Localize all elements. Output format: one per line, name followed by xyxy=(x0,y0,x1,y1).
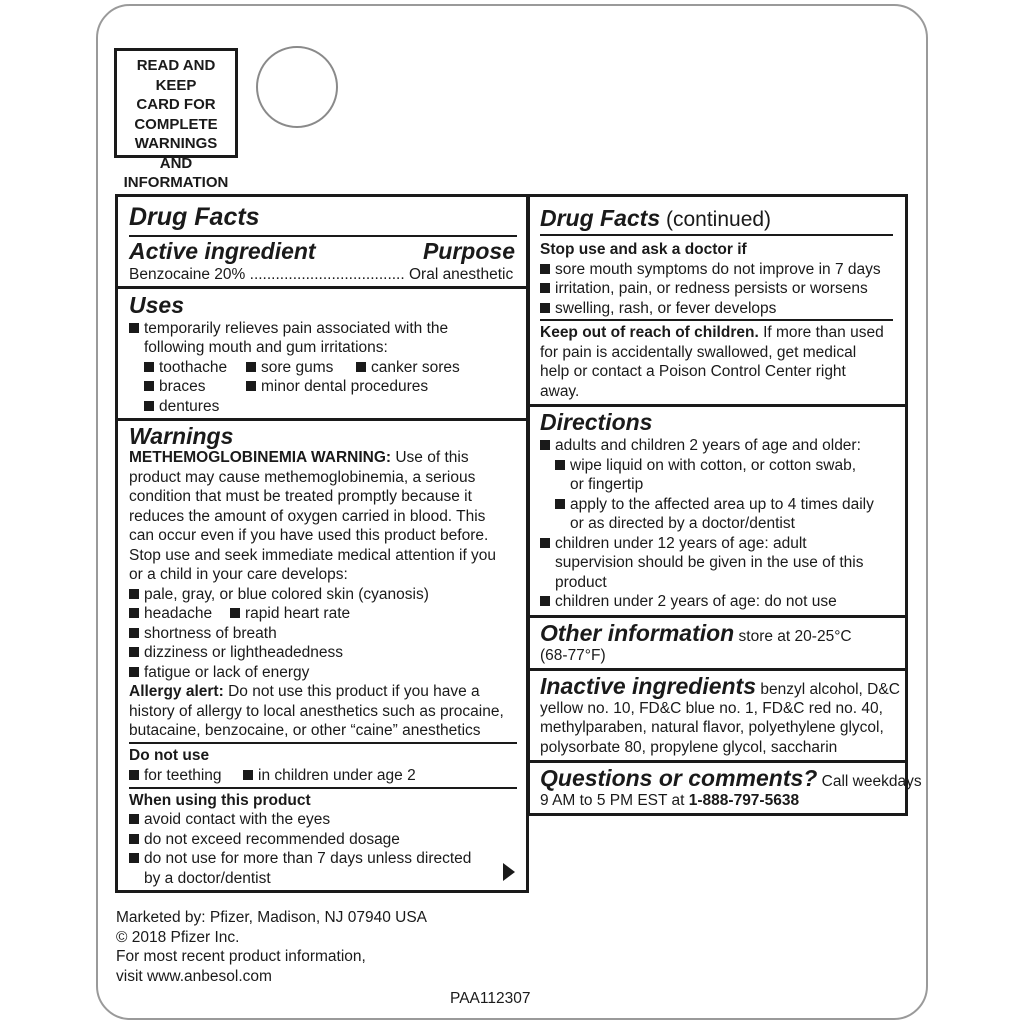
warning-text: Use of this xyxy=(395,449,469,466)
keep-out-text: If more than used xyxy=(763,324,884,341)
warning-text: condition that must be treated promptly because it xyxy=(129,488,472,505)
do-not-use-heading: Do not use xyxy=(129,747,210,764)
bullet-icon xyxy=(540,283,550,293)
section-divider xyxy=(530,615,905,618)
drug-facts-continued-title: Drug Facts xyxy=(540,205,661,231)
allergy-text: butacaine, benzocaine, or other “caine” anesthetics xyxy=(129,722,481,739)
symptom-item: fatigue or lack of energy xyxy=(144,664,310,681)
drug-facts-title: Drug Facts xyxy=(129,203,260,231)
read-keep-line: READ AND KEEP xyxy=(136,57,216,94)
directions-text: or as directed by a doctor/dentist xyxy=(570,515,795,532)
bullet-icon xyxy=(243,770,253,780)
section-divider xyxy=(118,418,526,421)
use-item: dentures xyxy=(159,398,220,415)
directions-text: children under 12 years of age: adult xyxy=(555,535,807,552)
bullet-icon xyxy=(144,381,154,391)
phone-number[interactable]: 1-888-797-5638 xyxy=(688,792,800,809)
product-info-note: For most recent product information, xyxy=(116,948,366,965)
bullet-icon xyxy=(129,770,139,780)
symptom-item: shortness of breath xyxy=(144,625,277,642)
bullet-icon xyxy=(129,667,139,677)
bullet-icon xyxy=(144,401,154,411)
bullet-icon xyxy=(540,596,550,606)
directions-text: supervision should be given in the use of this xyxy=(555,554,864,571)
uses-heading: Uses xyxy=(129,292,184,318)
read-keep-line: WARNINGS AND xyxy=(134,135,218,172)
bullet-icon xyxy=(540,538,550,548)
use-item: canker sores xyxy=(371,359,460,376)
allergy-alert-label: Allergy alert: xyxy=(129,683,224,700)
active-ingredient-line: Benzocaine 20% .................................... Oral anesthetic xyxy=(129,266,514,283)
inactive-ingredients-text: polysorbate 80, propylene glycol, saccharin xyxy=(540,739,838,756)
symptom-item: rapid heart rate xyxy=(245,605,351,622)
directions-heading: Directions xyxy=(540,409,653,435)
bullet-icon xyxy=(129,323,139,333)
use-item: sore gums xyxy=(261,359,334,376)
marketed-by: Marketed by: Pfizer, Madison, NJ 07940 USA xyxy=(116,909,428,926)
stop-use-item: irritation, pain, or redness persists or worsens xyxy=(555,280,868,297)
questions-heading: Questions or comments? xyxy=(540,765,818,791)
keep-out-text: away. xyxy=(540,383,580,400)
keep-out-label: Keep out of reach of children. xyxy=(540,324,759,341)
use-item: toothache xyxy=(159,359,228,376)
directions-text: or fingertip xyxy=(570,476,644,493)
purpose-heading: Purpose xyxy=(422,238,515,264)
other-information-text: store at 20-25°C xyxy=(738,628,852,645)
allergy-text: Do not use this product if you have a xyxy=(228,683,480,700)
stop-use-item: sore mouth symptoms do not improve in 7 days xyxy=(555,261,881,278)
directions-text: product xyxy=(555,574,607,591)
drug-facts-left-panel xyxy=(115,194,529,893)
bullet-icon xyxy=(129,834,139,844)
allergy-text: history of allergy to local anesthetics such as procaine, xyxy=(129,703,504,720)
when-using-item: do not use for more than 7 days unless directed xyxy=(144,850,472,867)
bullet-icon xyxy=(230,608,240,618)
symptom-item: headache xyxy=(144,605,213,622)
bullet-icon xyxy=(129,589,139,599)
do-not-use-item: for teething xyxy=(144,767,222,784)
warning-text: product may cause methemoglobinemia, a serious xyxy=(129,469,476,486)
stop-use-item: swelling, rash, or fever develops xyxy=(555,300,777,317)
subsection-rule xyxy=(540,319,893,321)
section-divider xyxy=(530,404,905,407)
bullet-icon xyxy=(540,264,550,274)
keep-out-text: for pain is accidentally swallowed, get medical xyxy=(540,344,857,361)
read-keep-box xyxy=(114,48,238,191)
bullet-icon xyxy=(144,362,154,372)
bullet-icon xyxy=(129,628,139,638)
bullet-icon xyxy=(356,362,366,372)
bullet-icon xyxy=(540,303,550,313)
drug-facts-right-panel xyxy=(527,194,922,816)
read-keep-line: INFORMATION xyxy=(123,174,229,191)
section-divider xyxy=(530,760,905,763)
warning-text: can occur even if you have used this product before. xyxy=(129,527,489,544)
bullet-icon xyxy=(555,499,565,509)
inactive-ingredients-heading: Inactive ingredients xyxy=(540,673,757,699)
use-item: minor dental procedures xyxy=(261,378,429,395)
directions-text: apply to the affected area up to 4 times daily xyxy=(570,496,874,513)
bullet-icon xyxy=(540,440,550,450)
bullet-icon xyxy=(129,814,139,824)
bullet-icon xyxy=(246,362,256,372)
section-divider xyxy=(118,286,526,289)
inactive-ingredients-text: benzyl alcohol, D&C xyxy=(760,681,900,698)
bullet-icon xyxy=(555,460,565,470)
when-using-item: do not exceed recommended dosage xyxy=(144,831,400,848)
subsection-rule xyxy=(129,742,517,744)
continued-arrow-icon xyxy=(503,863,515,881)
methemoglobinemia-label: METHEMOGLOBINEMIA WARNING: xyxy=(129,449,392,466)
do-not-use-item: in children under age 2 xyxy=(258,767,416,784)
when-using-item: avoid contact with the eyes xyxy=(144,811,331,828)
inactive-ingredients-text: yellow no. 10, FD&C blue no. 1, FD&C red no. 40, xyxy=(540,700,883,717)
bullet-icon xyxy=(129,608,139,618)
hang-hole xyxy=(256,46,338,128)
stop-use-heading: Stop use and ask a doctor if xyxy=(540,241,747,258)
active-ingredient-heading: Active ingredient xyxy=(129,238,316,264)
directions-text: adults and children 2 years of age and older: xyxy=(555,437,861,454)
copyright: © 2018 Pfizer Inc. xyxy=(116,929,240,946)
when-using-item: by a doctor/dentist xyxy=(144,870,271,887)
bullet-icon xyxy=(129,853,139,863)
read-keep-line: CARD FOR xyxy=(136,96,216,113)
warning-text: or a child in your care develops: xyxy=(129,566,348,583)
uses-text: temporarily relieves pain associated with the xyxy=(144,320,449,337)
questions-text: Call weekdays xyxy=(821,773,922,790)
directions-text: wipe liquid on with cotton, or cotton swab, xyxy=(570,457,857,474)
questions-text: 9 AM to 5 PM EST at xyxy=(540,792,685,809)
warning-text: Stop use and seek immediate medical attention if you xyxy=(129,547,497,564)
warnings-heading: Warnings xyxy=(129,423,234,449)
other-information-text: (68-77°F) xyxy=(540,647,606,664)
symptom-item: pale, gray, or blue colored skin (cyanosis) xyxy=(144,586,429,603)
uses-text: following mouth and gum irritations: xyxy=(144,339,388,356)
subsection-rule xyxy=(129,787,517,789)
bullet-icon xyxy=(246,381,256,391)
use-item: braces xyxy=(159,378,206,395)
keep-out-text: help or contact a Poison Control Center right xyxy=(540,363,846,380)
bullet-icon xyxy=(129,647,139,657)
continued-label: (continued) xyxy=(665,208,772,231)
other-information-heading: Other information xyxy=(540,620,735,646)
section-divider xyxy=(530,668,905,671)
when-using-heading: When using this product xyxy=(129,792,311,809)
warning-text: reduces the amount of oxygen carried in blood. This xyxy=(129,508,486,525)
inactive-ingredients-text: methylparaben, natural flavor, polyethylene glycol, xyxy=(540,719,884,736)
product-code: PAA112307 xyxy=(450,990,531,1007)
directions-text: children under 2 years of age: do not use xyxy=(555,593,837,610)
title-rule xyxy=(540,234,893,236)
symptom-item: dizziness or lightheadedness xyxy=(144,644,344,661)
website-link[interactable]: visit www.anbesol.com xyxy=(116,968,272,985)
read-keep-line: COMPLETE xyxy=(134,115,218,133)
